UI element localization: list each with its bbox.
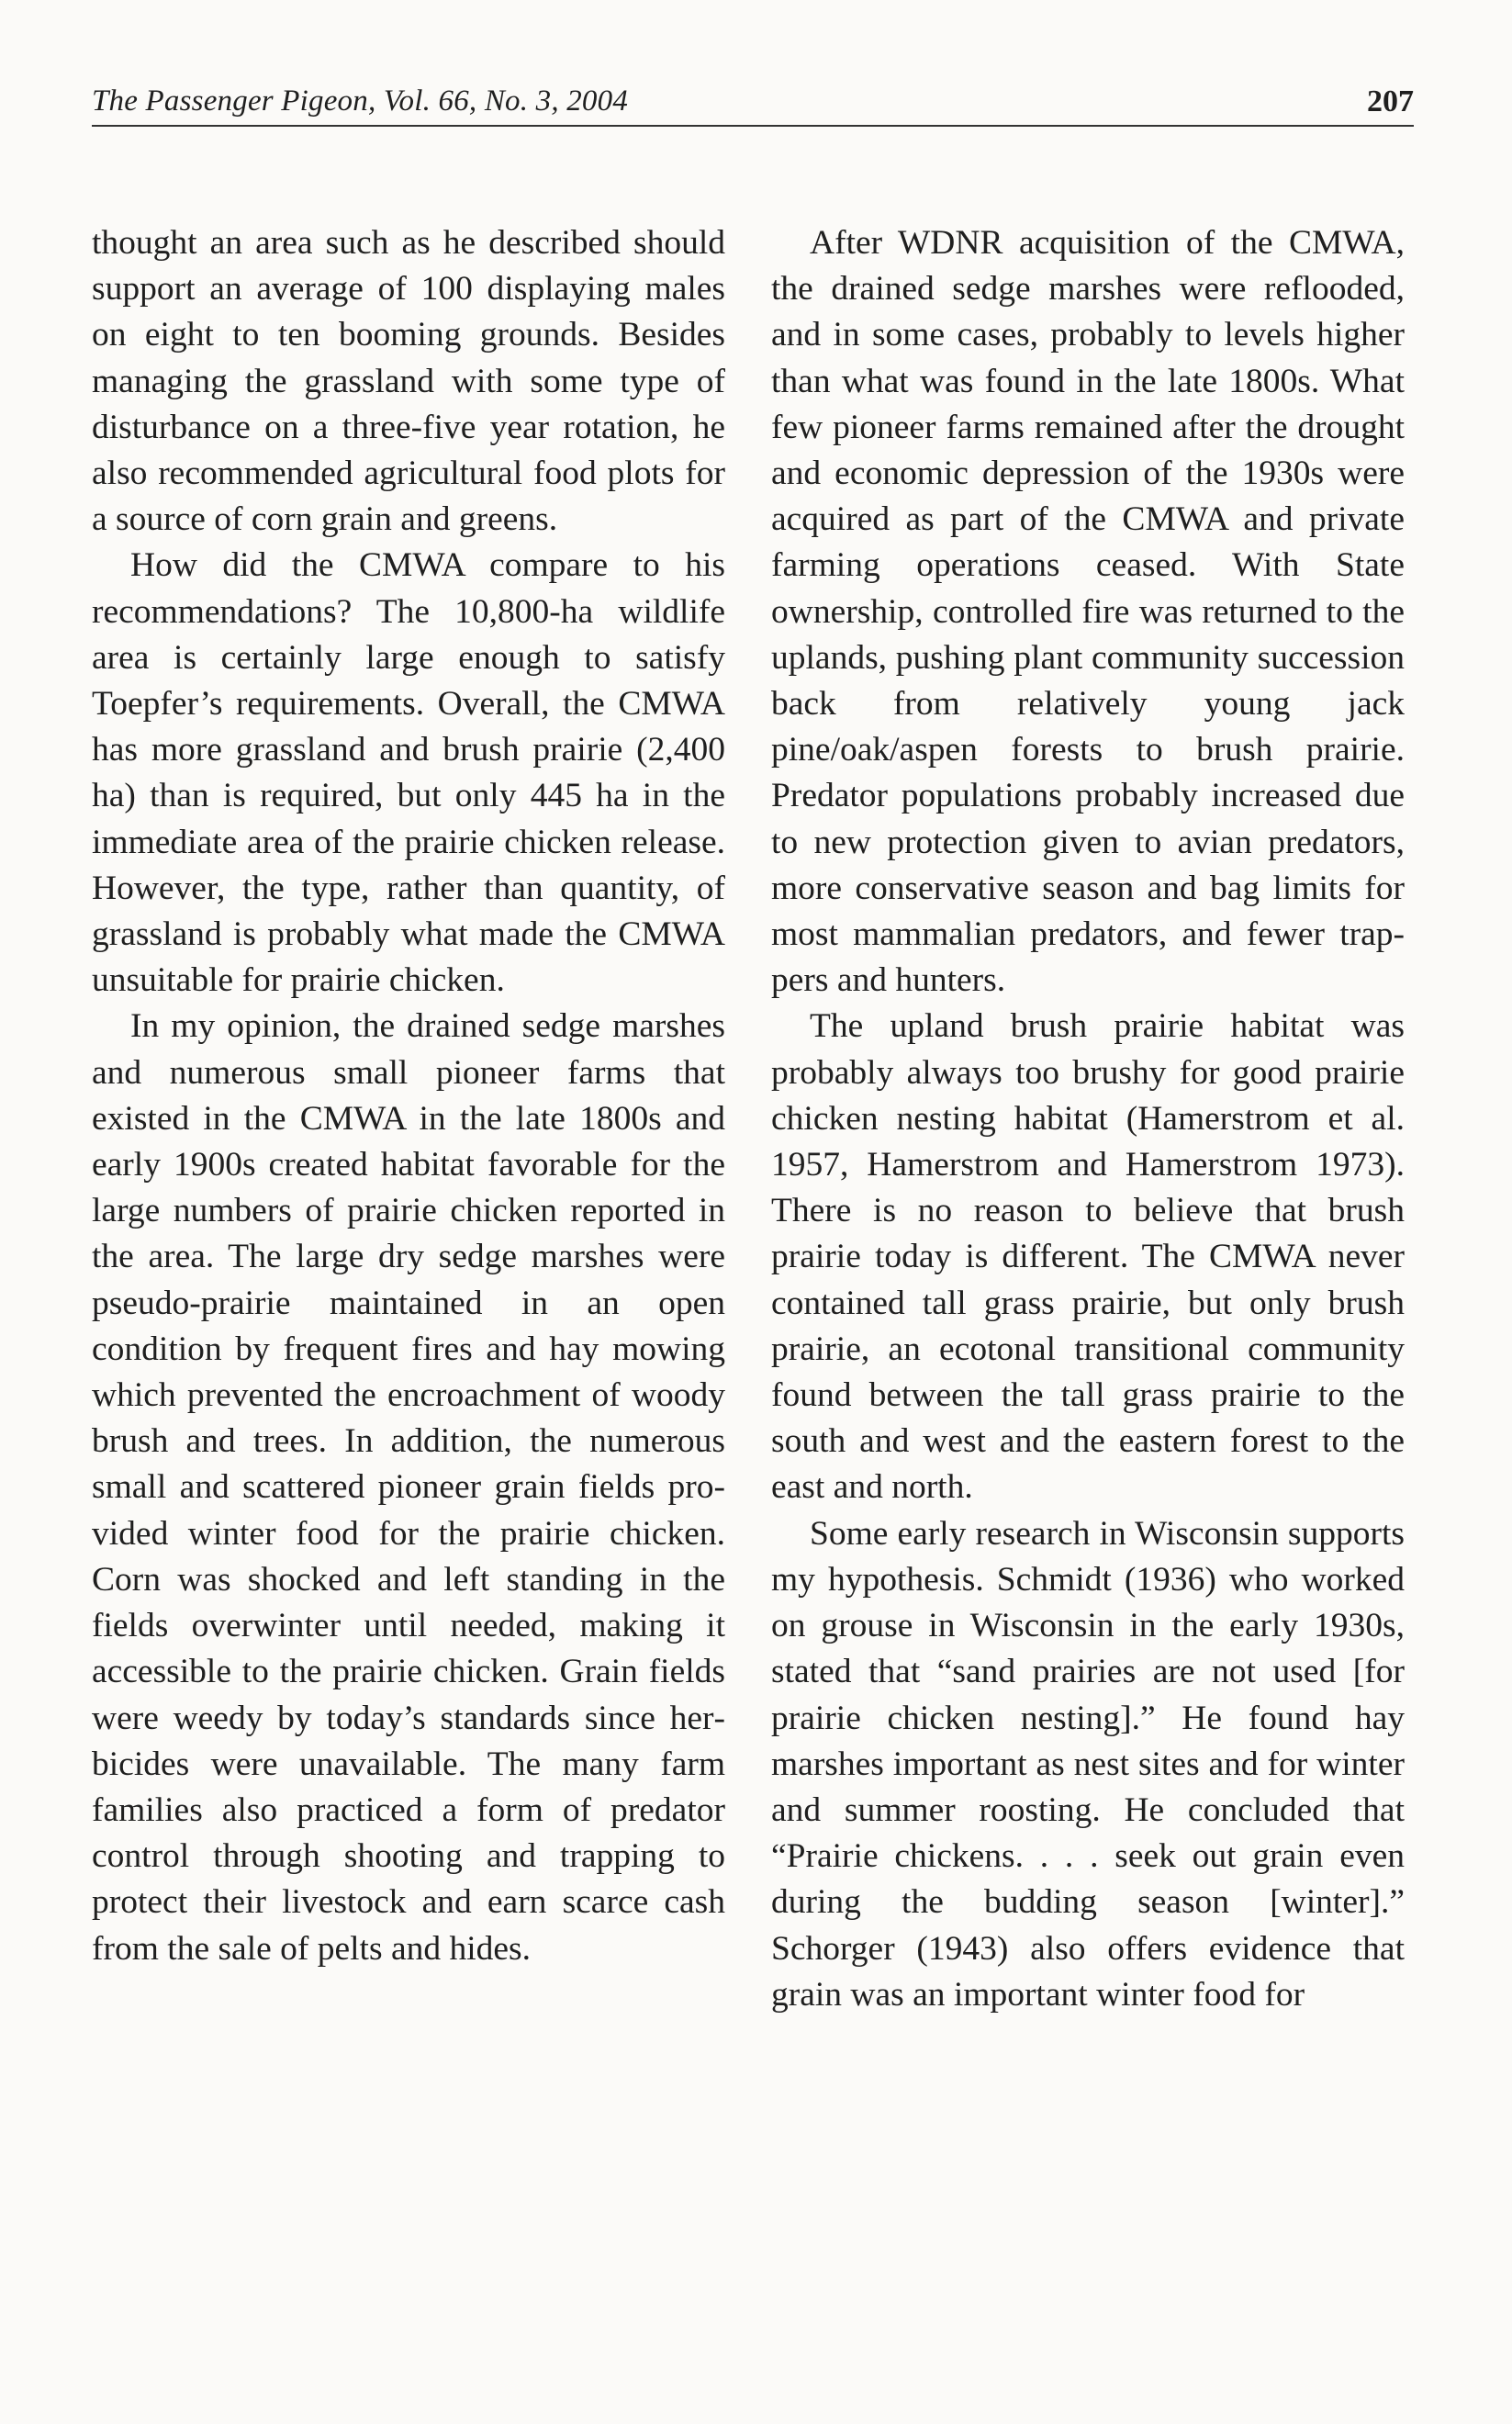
- journal-citation: The Passenger Pigeon, Vol. 66, No. 3, 2004: [92, 84, 629, 118]
- paragraph: In my opinion, the drained sedge marshes and numerous small pioneer farms that existed in the CMWA in the late 1800s and early 1900s created habitat favorable for the large numbers of prairie chicken reported in the area. The large dry sedge marshes were pseudo-prairie maintained in an open condition by frequent fires and hay mowing which prevented the encroachment of woody brush and trees. In addition, the numerous small and scattered pioneer grain fields provided winter food for the prairie chicken. Corn was shocked and left standing in the fields overwinter until needed, making it accessible to the prairie chicken. Grain fields were weedy by today’s standards since herbicides were unavailable. The many farm families also practiced a form of predator control through shooting and trapping to protect their livestock and earn scarce cash from the sale of pelts and hides.: [92, 1007, 725, 1968]
- page-number: 207: [1367, 84, 1414, 118]
- paragraph: How did the CMWA compare to his recommendations? The 10,800-ha wildlife area is certainly large enough to satisfy Toepfer’s requirements. Overall, the CMWA has more grassland and brush prairie (2,400 ha) than is required, but only 445 ha in the immediate area of the prairie chicken release. However, the type, rather than quantity, of grassland is probably what made the CMWA unsuitable for prairie chicken.: [92, 546, 725, 1000]
- paragraph: The upland brush prairie habitat was probably always too brushy for good prairie chicken nesting habitat (Hamerstrom et al. 1957, Hamerstrom and Hamerstrom 1973). There is no reason to believe that brush prairie today is different. The CMWA never contained tall grass prairie, but only brush prairie, an ecotonal transitional community found between the tall grass prairie to the south and west and the eastern forest to the east and north.: [771, 1007, 1405, 1507]
- paragraph: Some early research in Wisconsin supports my hypothesis. Schmidt (1936) who worked on grouse in Wisconsin in the early 1930s, stated that “sand prairies are not used [for prairie chicken nesting].” He found hay marshes important as nest sites and for winter and summer roosting. He concluded that “Prairie chickens. . . . seek out grain even during the budding season [winter].” Schorger (1943) also offers evidence that grain was an important winter food for: [771, 1514, 1405, 2014]
- left-column: [92, 220, 725, 1972]
- paragraph: thought an area such as he described should support an average of 100 displaying males on eight to ten booming grounds. Besides managing the grassland with some type of disturbance on a three-five year rotation, he also recommended agricultural food plots for a source of corn grain and greens.: [92, 224, 725, 539]
- right-column: [771, 220, 1405, 2018]
- paragraph: After WDNR acquisition of the CMWA, the drained sedge marshes were reflooded, and in some cases, probably to levels higher than what was found in the late 1800s. What few pioneer farms remained after the drought and economic depression of the 1930s were acquired as part of the CMWA and private farming operations ceased. With State ownership, controlled fire was returned to the uplands, pushing plant community succession back from relatively young jack pine/oak/aspen forests to brush prairie. Predator populations probably increased due to new protection given to avian predators, more conservative season and bag limits for most mammalian predators, and fewer trappers and hunters.: [771, 224, 1405, 1000]
- running-header: [92, 81, 1414, 127]
